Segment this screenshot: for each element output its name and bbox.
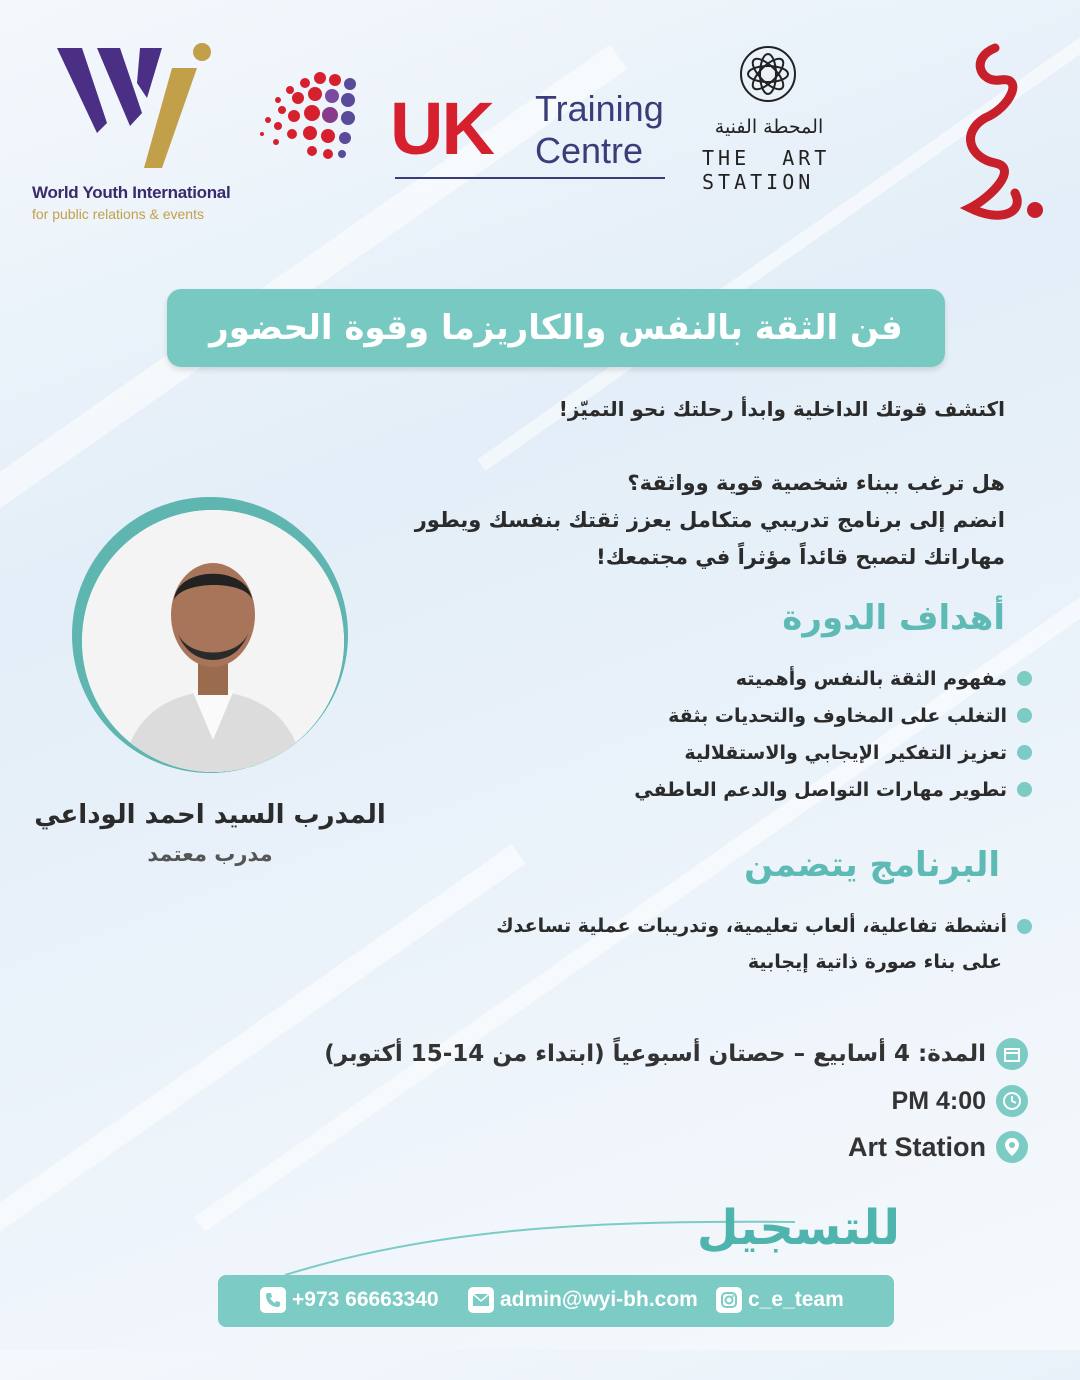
description-line: هل ترغب ببناء شخصية قوية وواثقة؟ — [627, 471, 1005, 495]
uk-text: UK — [390, 87, 493, 170]
wyi-subtitle: for public relations & events — [32, 206, 204, 222]
phone-icon — [260, 1287, 286, 1313]
instagram-text: c_e_team — [748, 1288, 844, 1311]
program-text: على بناء صورة ذاتية إيجابية — [747, 951, 1002, 973]
phone-contact[interactable] — [260, 1287, 439, 1313]
program-heading: البرنامج يتضمن — [744, 845, 1000, 885]
page-title: فن الثقة بالنفس والكاريزما وقوة الحضور — [209, 308, 903, 348]
wyi-name: World Youth International — [32, 183, 231, 202]
location-row — [268, 1124, 1028, 1170]
intro-text: !اكتشف قوتك الداخلية وابدأ رحلتك نحو التميّز — [558, 397, 1005, 421]
program-description — [412, 908, 1032, 980]
art-station-line2: STATION — [702, 170, 815, 194]
calendar-icon — [996, 1038, 1028, 1070]
art-station-line1: THE ART — [702, 146, 831, 170]
trainer-silhouette-icon — [82, 510, 344, 772]
calligraphy-logo-icon — [940, 38, 1050, 228]
trainer-photo — [82, 510, 344, 772]
list-item — [412, 697, 1032, 734]
instagram-contact[interactable] — [716, 1287, 844, 1313]
time-text: PM 4:00 — [891, 1086, 986, 1115]
phone-text: +973 66663340 — [292, 1288, 439, 1311]
goal-text: التغلب على المخاوف والتحديات بثقة — [668, 704, 1007, 727]
email-icon — [468, 1287, 494, 1313]
list-item — [412, 660, 1032, 697]
email-contact[interactable] — [468, 1287, 698, 1313]
list-item — [412, 771, 1032, 808]
list-item — [412, 908, 1032, 944]
art-station-logo — [700, 42, 840, 192]
wyi-logo — [30, 38, 230, 228]
training-text: Training — [535, 88, 664, 129]
bullet-dot — [1017, 708, 1032, 723]
goals-heading: أهداف الدورة — [782, 598, 1005, 638]
duration-row — [268, 1034, 1028, 1074]
register-label: للتسجيل — [696, 1200, 900, 1256]
time-row — [268, 1078, 1028, 1124]
centre-text: Centre — [535, 130, 644, 171]
dotted-globe-icon — [250, 58, 390, 178]
trainer-role: مدرب معتمد — [147, 842, 273, 866]
trainer-name: المدرب السيد احمد الوداعي — [34, 800, 386, 830]
program-text: أنشطة تفاعلية، ألعاب تعليمية، وتدريبات عملية تساعدك — [496, 915, 1007, 937]
bullet-dot — [1017, 745, 1032, 760]
description-paragraph — [385, 465, 1005, 576]
description-line: مهاراتك لتصبح قائداً مؤثراً في مجتمعك! — [596, 545, 1005, 569]
title-banner — [167, 289, 945, 367]
uk-training-logo — [250, 58, 680, 188]
goal-text: تعزيز التفكير الإيجابي والاستقلالية — [684, 741, 1007, 764]
art-station-flower-icon — [736, 42, 800, 106]
list-item — [412, 734, 1032, 771]
location-text: Art Station — [848, 1131, 986, 1162]
email-text: admin@wyi-bh.com — [500, 1288, 698, 1311]
wyi-mark-icon — [52, 38, 222, 178]
location-pin-icon — [996, 1131, 1028, 1163]
goal-text: مفهوم الثقة بالنفس وأهميته — [735, 667, 1007, 690]
program-text-continued — [412, 944, 1032, 980]
bullet-dot — [1017, 919, 1032, 934]
details — [268, 1034, 1028, 1170]
instagram-icon — [716, 1287, 742, 1313]
duration-text: المدة: 4 أسابيع – حصتان أسبوعياً (ابتداء من 14-15 أكتوبر) — [324, 1041, 986, 1067]
goal-text: تطوير مهارات التواصل والدعم العاطفي — [634, 778, 1007, 801]
bullet-dot — [1017, 782, 1032, 797]
art-station-arabic: المحطة الفنية — [714, 116, 824, 138]
clock-icon — [996, 1085, 1028, 1117]
description-line: انضم إلى برنامج تدريبي متكامل يعزز ثقتك بنفسك ويطور — [414, 508, 1005, 532]
uk-underline — [395, 177, 665, 179]
goals-list — [412, 660, 1032, 808]
contact-bar — [218, 1275, 894, 1327]
bullet-dot — [1017, 671, 1032, 686]
